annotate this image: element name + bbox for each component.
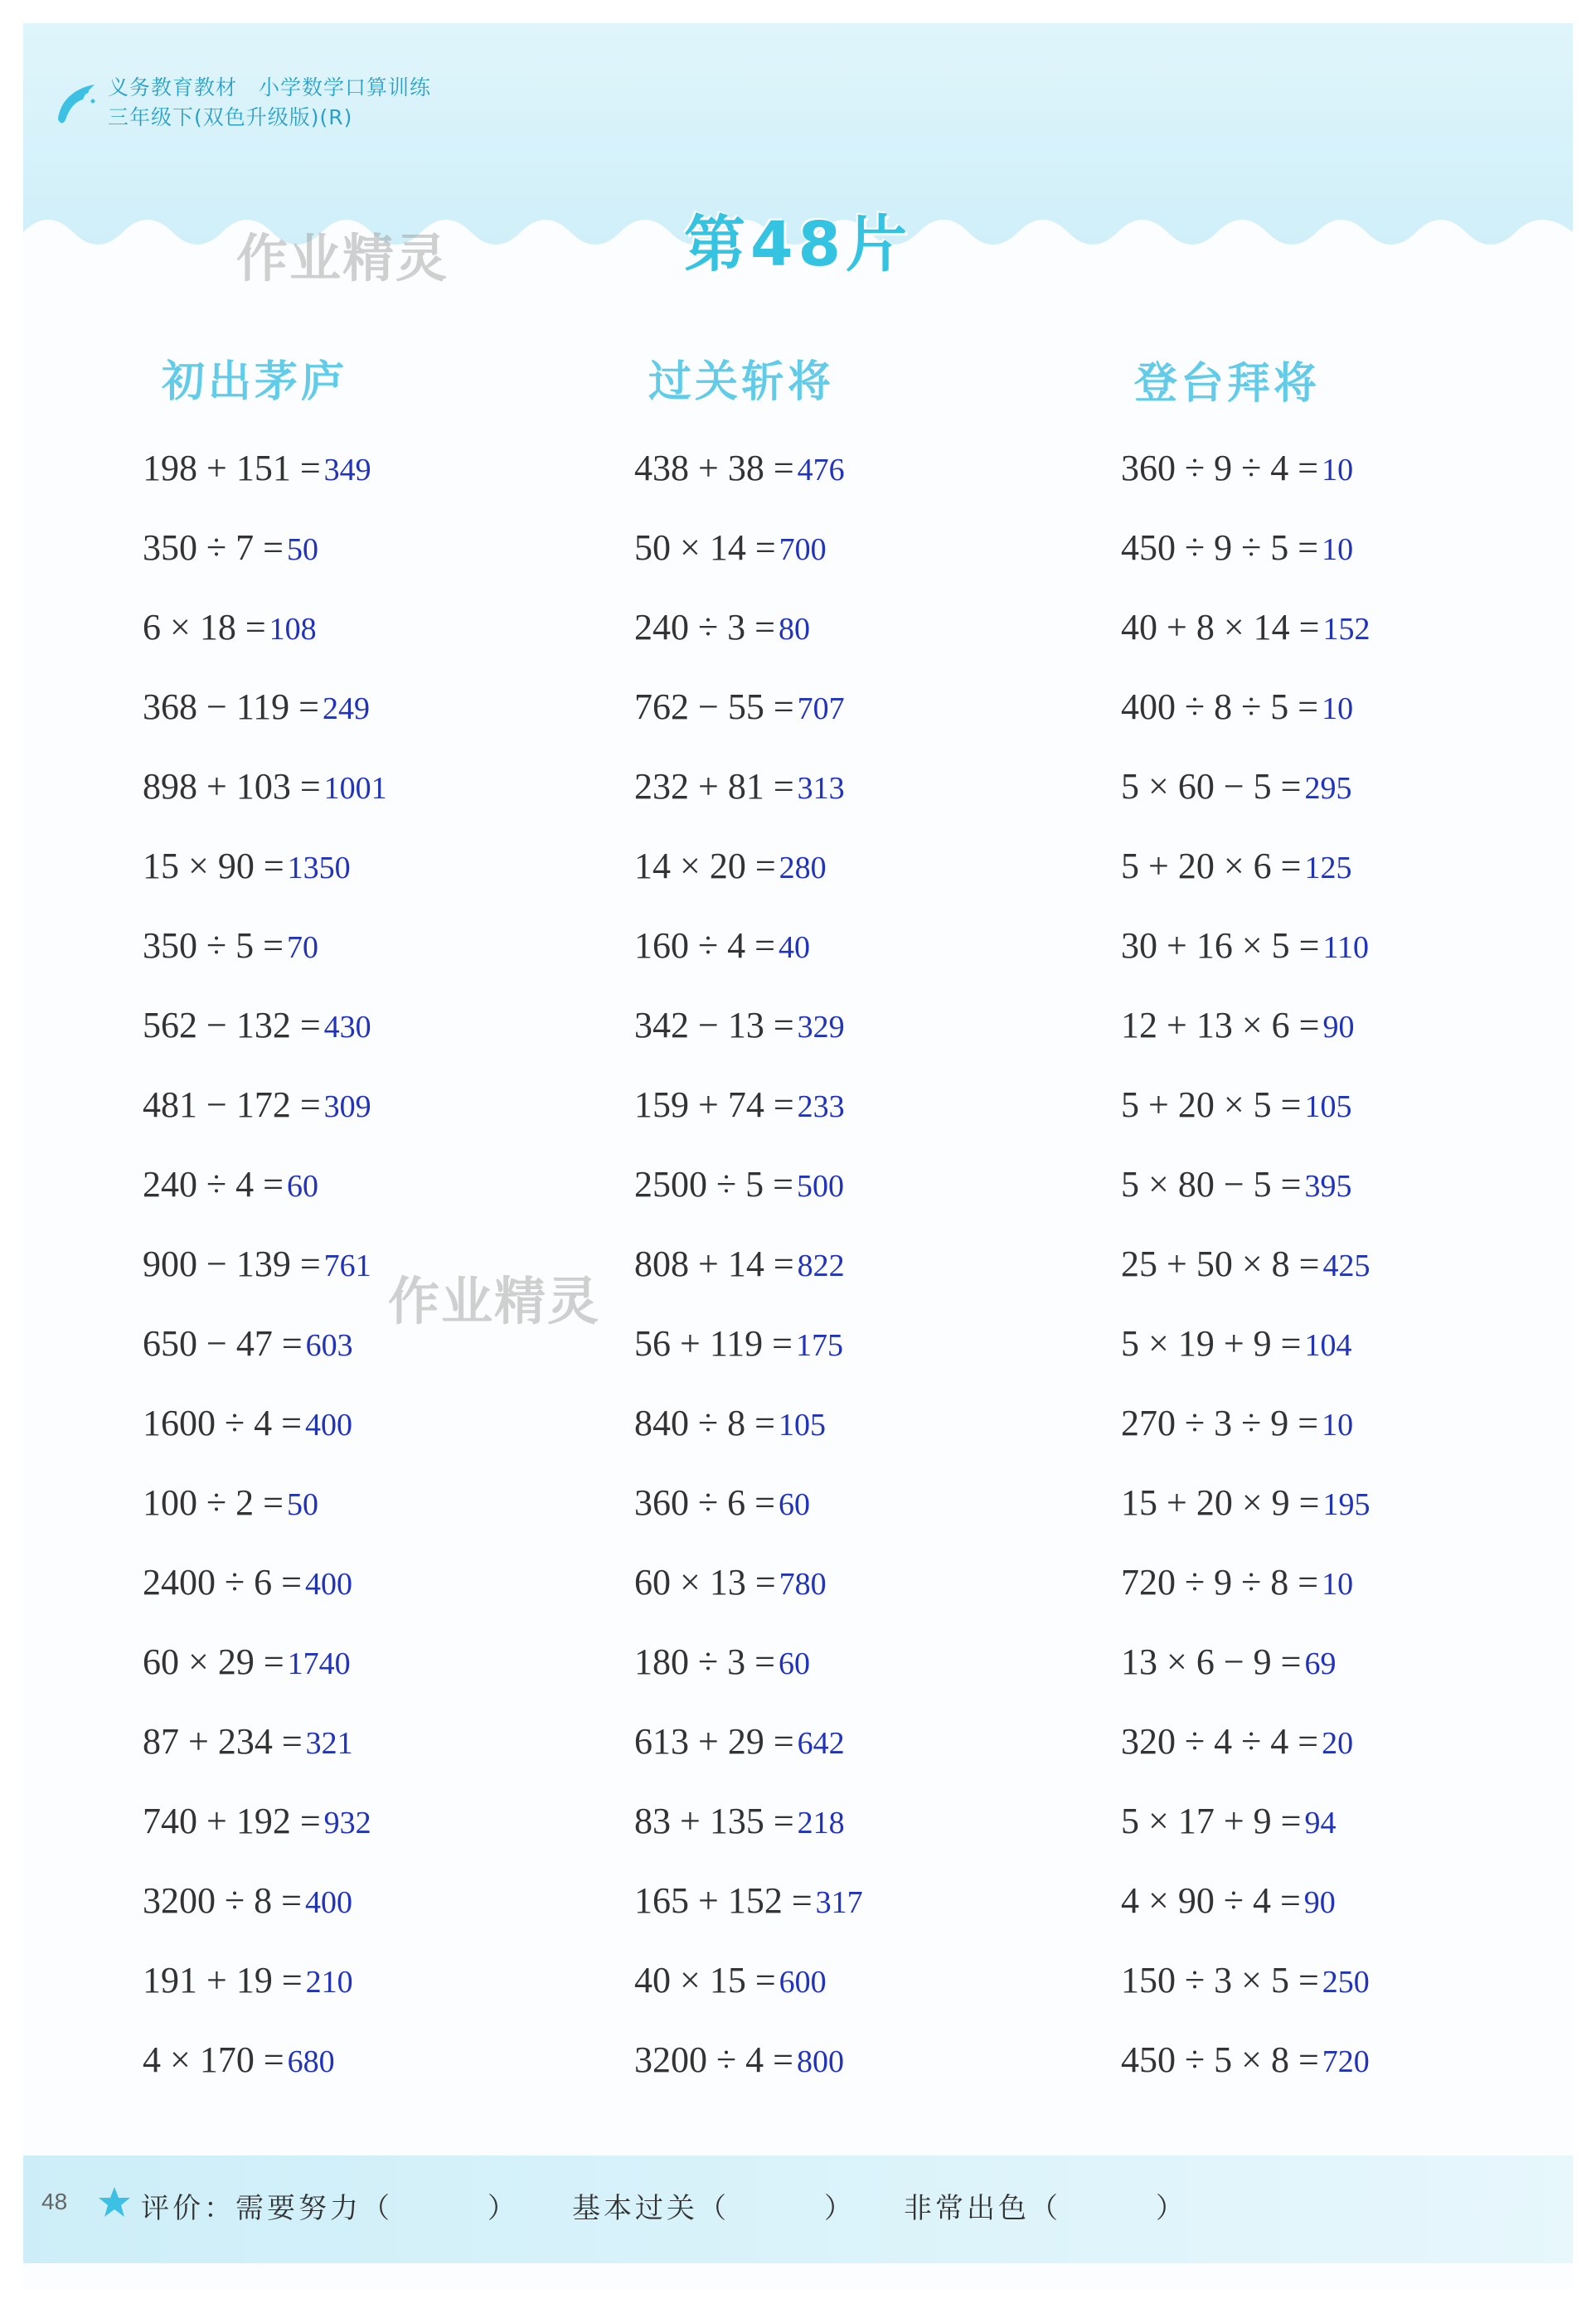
problem-row [1121, 1319, 1370, 1399]
problem-expression: 438 + 38 = [634, 448, 794, 488]
problem-expression: 40 × 15 = [634, 1960, 776, 2000]
problem-row [1121, 603, 1370, 682]
problem-answer: 70 [286, 930, 318, 965]
problem-answer: 90 [1303, 1885, 1336, 1920]
problem-expression: 50 × 14 = [634, 527, 776, 568]
evaluation-option-excellent: 非常出色（ ） [904, 2192, 1187, 2225]
problem-expression: 368 − 119 = [143, 686, 319, 727]
problem-row [634, 444, 863, 523]
problem-row [143, 523, 387, 603]
problem-answer: 425 [1322, 1249, 1370, 1283]
problem-row [1121, 523, 1370, 603]
problem-expression: 14 × 20 = [634, 846, 776, 886]
problem-answer: 20 [1322, 1726, 1354, 1761]
problem-answer: 249 [323, 691, 370, 726]
problem-row [634, 1876, 863, 1956]
problem-expression: 400 ÷ 8 ÷ 5 = [1121, 686, 1319, 727]
problem-answer: 500 [796, 1169, 844, 1204]
problem-answer: 60 [778, 1646, 810, 1681]
problem-column-beginner [143, 444, 387, 2115]
problem-expression: 562 − 132 = [143, 1005, 321, 1045]
problem-row [143, 1876, 387, 1956]
problem-answer: 700 [779, 532, 827, 567]
problem-expression: 4 × 90 ÷ 4 = [1121, 1880, 1301, 1921]
series-line-1: 义务教育教材 小学数学口算训练 [108, 75, 432, 99]
problem-expression: 481 − 172 = [143, 1084, 321, 1125]
problem-row [634, 1558, 863, 1637]
problem-row [1121, 1239, 1370, 1319]
problem-expression: 160 ÷ 4 = [634, 925, 775, 966]
problem-answer: 822 [797, 1249, 845, 1283]
column-title-beginner: 初出茅庐 [162, 357, 348, 407]
problem-answer: 476 [797, 453, 845, 487]
problem-row [143, 1558, 387, 1637]
problem-expression: 15 + 20 × 9 = [1121, 1482, 1320, 1523]
problem-row [1121, 444, 1370, 523]
problem-expression: 720 ÷ 9 ÷ 8 = [1121, 1562, 1319, 1603]
problem-row [1121, 682, 1370, 762]
problem-expression: 100 ÷ 2 = [143, 1482, 284, 1523]
problem-answer: 780 [779, 1567, 827, 1602]
problem-answer: 108 [269, 612, 317, 647]
problem-expression: 3200 ÷ 4 = [634, 2039, 793, 2080]
problem-answer: 50 [286, 1487, 318, 1522]
problem-row [1121, 1637, 1370, 1717]
problem-row [143, 1478, 387, 1558]
column-title-advanced: 登台拜将 [1134, 359, 1321, 409]
problem-row [143, 1239, 387, 1319]
problem-column-intermediate [634, 444, 863, 2115]
problem-answer: 90 [1322, 1010, 1355, 1045]
problem-row [143, 682, 387, 762]
problem-expression: 450 ÷ 5 × 8 = [1121, 2039, 1319, 2080]
page-title: 第48片 [684, 209, 912, 280]
problem-expression: 450 ÷ 9 ÷ 5 = [1121, 527, 1319, 568]
problem-row [634, 921, 863, 1001]
evaluation-option-basic-pass: 基本过关（ ） [572, 2192, 856, 2225]
problem-expression: 5 + 20 × 5 = [1121, 1084, 1302, 1125]
problem-row [143, 1399, 387, 1478]
problem-answer: 94 [1304, 1806, 1336, 1840]
problem-expression: 650 − 47 = [143, 1323, 303, 1364]
problem-row [634, 603, 863, 682]
problem-row [634, 1160, 863, 1239]
problem-answer: 60 [778, 1487, 810, 1522]
problem-row [634, 1080, 863, 1160]
problem-answer: 210 [305, 1965, 353, 2000]
problem-answer: 280 [779, 851, 827, 885]
problem-answer: 250 [1322, 1965, 1370, 2000]
problem-expression: 5 × 80 − 5 = [1121, 1164, 1302, 1205]
problem-expression: 60 × 29 = [143, 1641, 284, 1682]
problem-expression: 56 + 119 = [634, 1323, 793, 1364]
problem-row [143, 1797, 387, 1876]
star-icon [98, 2185, 131, 2218]
problem-answer: 761 [323, 1249, 371, 1283]
problem-answer: 349 [323, 453, 371, 487]
problem-answer: 295 [1304, 771, 1352, 806]
problem-answer: 329 [797, 1010, 845, 1045]
problem-answer: 395 [1304, 1169, 1352, 1204]
problem-expression: 342 − 13 = [634, 1005, 794, 1045]
problem-answer: 80 [778, 612, 810, 647]
problem-expression: 4 × 170 = [143, 2039, 284, 2080]
problem-row [634, 1478, 863, 1558]
problem-expression: 5 × 60 − 5 = [1121, 766, 1302, 807]
problem-row [1121, 1717, 1370, 1797]
problem-expression: 25 + 50 × 8 = [1121, 1244, 1320, 1284]
problem-answer: 400 [304, 1408, 352, 1443]
problem-expression: 180 ÷ 3 = [634, 1641, 775, 1682]
problem-expression: 5 × 19 + 9 = [1121, 1323, 1302, 1364]
problem-row [634, 1239, 863, 1319]
dolphin-logo-icon [51, 76, 101, 129]
problem-expression: 191 + 19 = [143, 1960, 303, 2000]
evaluation-option-needs-effort: 需要努力（ ） [235, 2192, 519, 2225]
problem-expression: 1600 ÷ 4 = [143, 1403, 302, 1443]
watermark-text: 作业精灵 [236, 228, 449, 289]
problem-answer: 317 [815, 1885, 863, 1920]
problem-expression: 2400 ÷ 6 = [143, 1562, 302, 1603]
problem-row [143, 1001, 387, 1080]
problem-expression: 360 ÷ 6 = [634, 1482, 775, 1523]
problem-row [143, 1319, 387, 1399]
problem-answer: 313 [797, 771, 845, 806]
problem-expression: 900 − 139 = [143, 1244, 321, 1284]
problem-expression: 165 + 152 = [634, 1880, 813, 1921]
problem-row [1121, 2035, 1370, 2115]
watermark-text: 作业精灵 [388, 1271, 601, 1331]
problem-answer: 1740 [287, 1646, 351, 1681]
problem-answer: 680 [287, 2044, 335, 2079]
problem-expression: 60 × 13 = [634, 1562, 776, 1603]
problem-row [1121, 1558, 1370, 1637]
problem-row [143, 444, 387, 523]
problem-answer: 152 [1322, 612, 1370, 647]
problem-answer: 400 [304, 1885, 352, 1920]
problem-expression: 83 + 135 = [634, 1801, 794, 1841]
problem-answer: 105 [778, 1408, 826, 1443]
problem-row [143, 1717, 387, 1797]
problem-row [143, 762, 387, 841]
problem-answer: 1001 [323, 771, 387, 806]
problem-expression: 350 ÷ 7 = [143, 527, 284, 568]
series-line-2: 三年级下(双色升级版)(R) [108, 105, 353, 129]
problem-row [1121, 762, 1370, 841]
problem-row [143, 1160, 387, 1239]
problem-row [634, 1717, 863, 1797]
problem-row [1121, 1797, 1370, 1876]
problem-answer: 50 [286, 532, 318, 567]
problem-row [634, 841, 863, 921]
problem-expression: 840 ÷ 8 = [634, 1403, 775, 1443]
problem-answer: 10 [1322, 1567, 1354, 1602]
problem-row [1121, 1399, 1370, 1478]
problem-answer: 175 [796, 1328, 843, 1363]
problem-row [143, 603, 387, 682]
problem-answer: 218 [797, 1806, 845, 1840]
evaluation-label: 评价： [141, 2192, 235, 2225]
problem-expression: 159 + 74 = [634, 1084, 794, 1125]
problem-expression: 150 ÷ 3 × 5 = [1121, 1960, 1319, 2000]
problem-answer: 10 [1322, 532, 1354, 567]
problem-row [143, 1956, 387, 2035]
problem-row [1121, 1001, 1370, 1080]
problem-answer: 642 [797, 1726, 845, 1761]
problem-answer: 10 [1322, 1408, 1354, 1443]
problem-expression: 360 ÷ 9 ÷ 4 = [1121, 448, 1319, 488]
problem-column-advanced [1121, 444, 1370, 2115]
problem-expression: 808 + 14 = [634, 1244, 794, 1284]
problem-answer: 125 [1304, 851, 1352, 885]
problem-answer: 400 [304, 1567, 352, 1602]
problem-row [1121, 1876, 1370, 1956]
problem-answer: 707 [797, 691, 845, 726]
problem-answer: 40 [778, 930, 810, 965]
problem-expression: 240 ÷ 3 = [634, 607, 775, 647]
problem-expression: 15 × 90 = [143, 846, 284, 886]
problem-expression: 30 + 16 × 5 = [1121, 925, 1320, 966]
problem-row [1121, 841, 1370, 921]
problem-row [143, 2035, 387, 2115]
problem-answer: 60 [286, 1169, 318, 1204]
problem-expression: 320 ÷ 4 ÷ 4 = [1121, 1721, 1319, 1762]
problem-row [1121, 1160, 1370, 1239]
problem-row [634, 1956, 863, 2035]
problem-expression: 5 + 20 × 6 = [1121, 846, 1302, 886]
problem-row [634, 682, 863, 762]
problem-row [143, 1637, 387, 1717]
problem-answer: 800 [796, 2044, 844, 2079]
problem-answer: 1350 [287, 851, 351, 885]
problem-row [1121, 1956, 1370, 2035]
problem-answer: 932 [323, 1806, 371, 1840]
problem-expression: 740 + 192 = [143, 1801, 321, 1841]
problem-answer: 105 [1304, 1089, 1352, 1124]
problem-answer: 10 [1322, 691, 1354, 726]
page-number: 48 [41, 2189, 68, 2214]
problem-answer: 600 [779, 1965, 827, 2000]
problem-row [634, 1797, 863, 1876]
problem-answer: 233 [797, 1089, 845, 1124]
problem-row [634, 2035, 863, 2115]
problem-row [634, 1319, 863, 1399]
problem-expression: 3200 ÷ 8 = [143, 1880, 302, 1921]
problem-expression: 2500 ÷ 5 = [634, 1164, 793, 1205]
problem-answer: 430 [323, 1010, 371, 1045]
problem-answer: 110 [1322, 930, 1370, 965]
problem-expression: 232 + 81 = [634, 766, 794, 807]
problem-row [143, 921, 387, 1001]
column-title-intermediate: 过关斩将 [648, 357, 835, 407]
problem-row [1121, 1478, 1370, 1558]
problem-answer: 309 [323, 1089, 371, 1124]
problem-expression: 40 + 8 × 14 = [1121, 607, 1320, 647]
problem-row [1121, 921, 1370, 1001]
problem-expression: 12 + 13 × 6 = [1121, 1005, 1320, 1045]
problem-expression: 613 + 29 = [634, 1721, 794, 1762]
problem-answer: 104 [1304, 1328, 1352, 1363]
problem-row [634, 762, 863, 841]
problem-expression: 898 + 103 = [143, 766, 321, 807]
problem-answer: 10 [1322, 453, 1354, 487]
problem-answer: 321 [305, 1726, 353, 1761]
problem-expression: 270 ÷ 3 ÷ 9 = [1121, 1403, 1319, 1443]
problem-row [634, 1637, 863, 1717]
problem-row [634, 523, 863, 603]
problem-answer: 195 [1322, 1487, 1370, 1522]
problem-row [634, 1001, 863, 1080]
problem-row [1121, 1080, 1370, 1160]
problem-answer: 69 [1304, 1646, 1336, 1681]
problem-answer: 720 [1322, 2044, 1370, 2079]
problem-expression: 762 − 55 = [634, 686, 794, 727]
problem-answer: 603 [305, 1328, 353, 1363]
problem-expression: 198 + 151 = [143, 448, 321, 488]
problem-row [143, 841, 387, 921]
problem-expression: 6 × 18 = [143, 607, 266, 647]
problem-row [634, 1399, 863, 1478]
problem-expression: 240 ÷ 4 = [143, 1164, 284, 1205]
problem-row [143, 1080, 387, 1160]
problem-expression: 87 + 234 = [143, 1721, 303, 1762]
book-series-label [108, 73, 431, 133]
problem-expression: 5 × 17 + 9 = [1121, 1801, 1302, 1841]
problem-expression: 13 × 6 − 9 = [1121, 1641, 1302, 1682]
problem-expression: 350 ÷ 5 = [143, 925, 284, 966]
